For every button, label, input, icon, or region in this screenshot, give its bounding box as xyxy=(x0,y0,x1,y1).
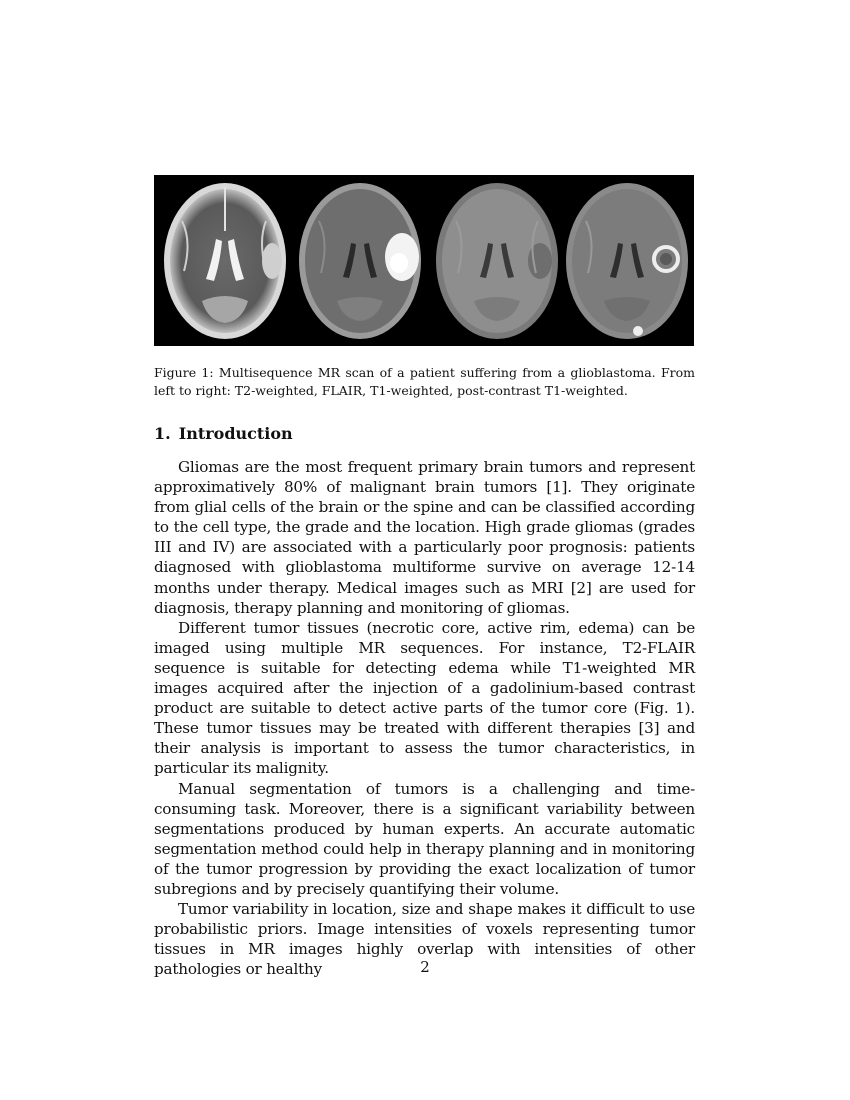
mri-flair-image xyxy=(297,181,423,340)
section-heading xyxy=(154,424,293,443)
page-number: 2 xyxy=(420,958,430,976)
body-text xyxy=(154,457,695,979)
mri-t1c-image xyxy=(564,181,690,340)
paragraph: Tumor variability in location, size and shape makes it difficult to use probabilistic priors. Image intensities of voxels representing tumor tissues in MR images highly overlap with intensities of other pathologies or healthy xyxy=(154,900,695,979)
paragraph: Manual segmentation of tumors is a challenging and time-consuming task. Moreover, there is a significant variability between segmentations produced by human experts. An accurate automatic segmentation method could help in therapy planning and in monitoring of the tumor progression by providing the exact localization of tumor subregions and by precisely quantifying their volume. xyxy=(154,779,695,898)
mri-t1-image xyxy=(434,181,560,340)
section-title: Introduction xyxy=(178,424,293,443)
mri-figure xyxy=(154,175,694,346)
paragraph: Different tumor tissues (necrotic core, active rim, edema) can be imaged using multiple MR sequences. For instance, T2-FLAIR sequence is suitable for detecting edema while T1-weighted MR images acquired after the injection of a gadolinium-based contrast product are suitable to detect active parts of the tumor core (Fig. 1). These tumor tissues may be treated with different therapies [3] and their analysis is important to assess the tumor characteristics, in particular its malignity. xyxy=(154,618,695,778)
paragraph: Gliomas are the most frequent primary brain tumors and represent approximatively 80% of malignant brain tumors [1]. They originate from glial cells of the brain or the spine and can be classified according to the cell type, the grade and the location. High grade gliomas (grades III and IV) are associated with a particularly poor prognosis: patients diagnosed with glioblastoma multiforme survive on average 12-14 months under therapy. Medical images such as MRI [2] are used for diagnosis, therapy planning and monitoring of gliomas. xyxy=(154,458,695,617)
figure-caption: Figure 1: Multisequence MR scan of a patient suffering from a glioblastoma. From left to right: T2-weighted, FLAIR, T1-weighted, post-contrast T1-weighted. xyxy=(154,365,695,398)
mri-t2-image xyxy=(162,181,288,340)
section-number: 1. xyxy=(154,424,171,443)
